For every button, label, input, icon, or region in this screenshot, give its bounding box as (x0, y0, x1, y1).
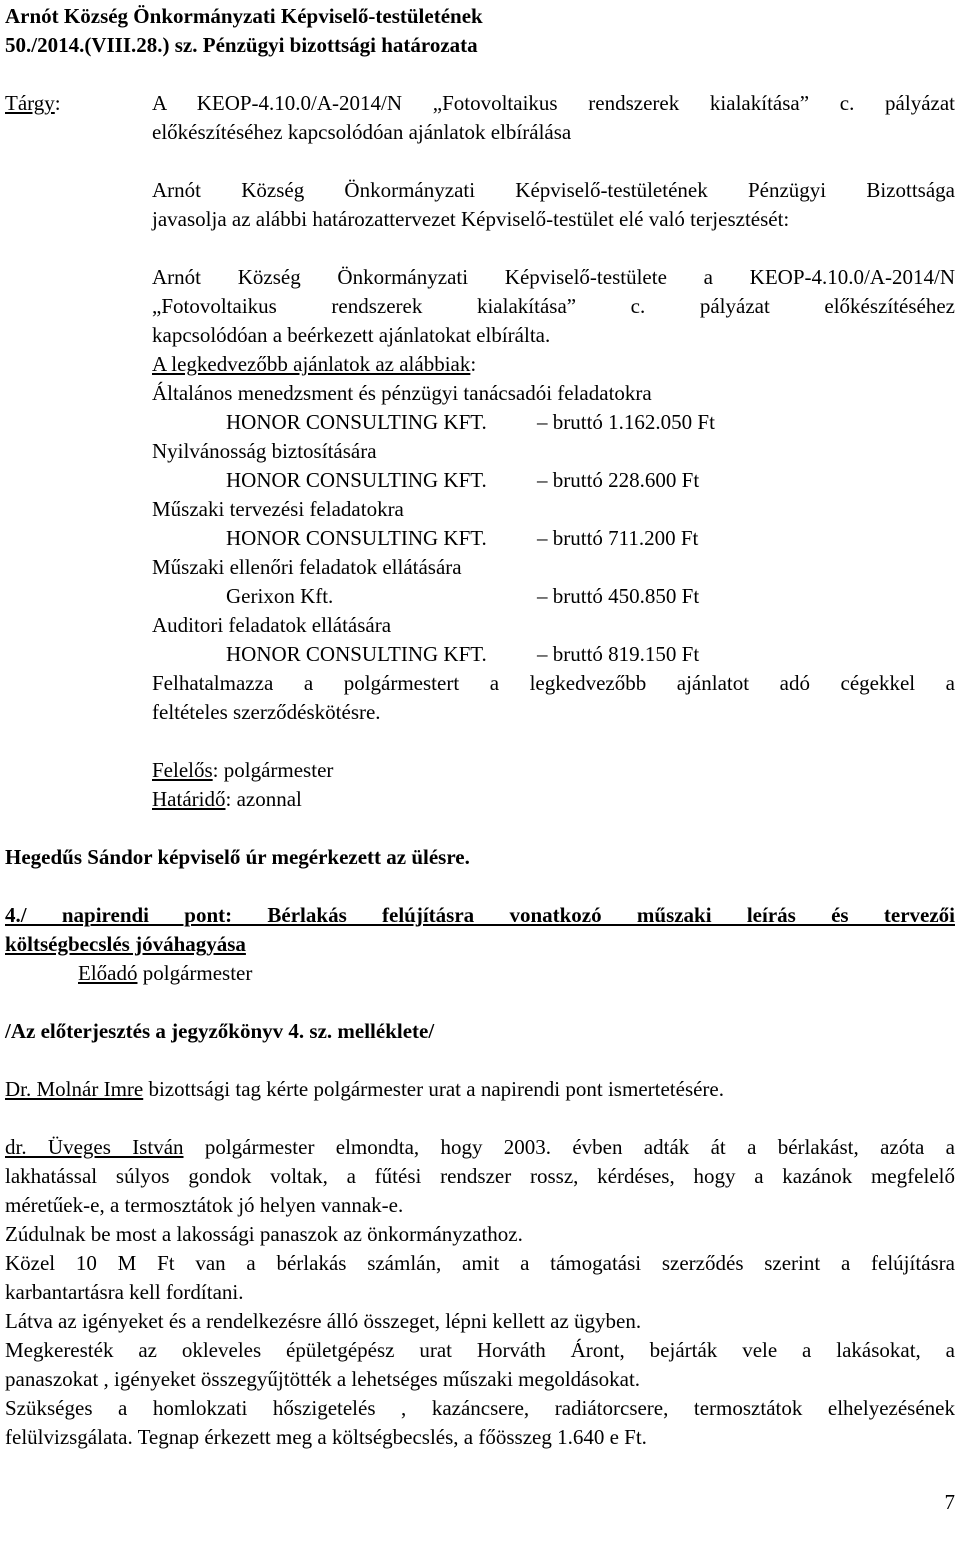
offer-task: Műszaki ellenőri feladatok ellátására (152, 555, 462, 579)
attachment-note: /Az előterjesztés a jegyzőkönyv 4. sz. melléklete/ (5, 1019, 435, 1043)
offers-heading: A legkedvezőbb ajánlatok az alábbiak (152, 352, 471, 376)
offer-company: HONOR CONSULTING KFT. (226, 410, 487, 434)
minutes-p2-line2: lakhatással súlyos gondok voltak, a fűtési rendszer rossz, kérdéses, hogy a kazánok megfelelő (5, 1164, 955, 1188)
presenter-label: Előadó (78, 961, 138, 985)
presenter-value: polgármester (137, 961, 253, 985)
agenda-title-line2: költségbecslés jóváhagyása (5, 932, 246, 956)
offer-company: HONOR CONSULTING KFT. (226, 642, 487, 666)
offer-task: Auditori feladatok ellátására (152, 613, 392, 637)
minutes-p5: Látva az igényeket és a rendelkezésre álló összeget, lépni kellett az ügyben. (5, 1309, 642, 1333)
header-title-line2: 50./2014.(VIII.28.) sz. Pénzügyi bizottsági határozata (5, 33, 478, 57)
offer-company: HONOR CONSULTING KFT. (226, 526, 487, 550)
offer-amount: – bruttó 711.200 Ft (537, 526, 699, 550)
responsible-value: : polgármester (212, 758, 334, 782)
minutes-p6-line1: Megkeresték az okleveles épületgépész urat Horváth Áront, bejárták vele a lakásokat, a (5, 1338, 955, 1362)
speaker-name: dr. Üveges István (5, 1135, 184, 1159)
minutes-p6-line2: panaszokat , igényeket összegyűjtötték a lehetséges műszaki megoldásokat. (5, 1367, 641, 1391)
responsible-label: Felelős (152, 758, 213, 782)
speaker-name: Dr. Molnár Imre (5, 1077, 144, 1101)
proposal-line2: javasolja az alábbi határozattervezet Képviselő-testület elé való terjesztését: (152, 207, 790, 231)
offer-task: Nyilvánosság biztosítására (152, 439, 377, 463)
offer-task: Műszaki tervezési feladatokra (152, 497, 404, 521)
offer-company: Gerixon Kft. (226, 584, 334, 608)
deadline-value: : azonnal (225, 787, 302, 811)
minutes-p2-line1 (5, 1133, 955, 1162)
resolution-line3: kapcsolódóan a beérkezett ajánlatokat elbírálta. (152, 323, 551, 347)
minutes-p2-line3: méretűek-e, a termosztátok jó helyen vannak-e. (5, 1193, 404, 1217)
page-number: 7 (944, 1490, 955, 1514)
subject-label-block (5, 89, 61, 118)
resolution-line2: „Fotovoltaikus rendszerek kialakítása” c. pályázat előkészítéséhez (152, 294, 955, 318)
offer-amount: – bruttó 450.850 Ft (537, 584, 700, 608)
authorize-line1: Felhatalmazza a polgármestert a legkedvezőbb ajánlatot adó cégekkel a (152, 671, 955, 695)
subject-label: Tárgy (5, 91, 55, 115)
presenter-line (78, 959, 252, 988)
offer-amount: – bruttó 228.600 Ft (537, 468, 700, 492)
arrival-note: Hegedűs Sándor képviselő úr megérkezett az ülésre. (5, 845, 470, 869)
deadline-label: Határidő (152, 787, 226, 811)
subject-line2: előkészítéséhez kapcsolódóan ajánlatok elbírálása (152, 120, 572, 144)
minutes-p3: Zúdulnak be most a lakossági panaszok az önkormányzathoz. (5, 1222, 523, 1246)
subject-label-colon: : (54, 91, 61, 115)
authorize-line2: feltételes szerződéskötésre. (152, 700, 381, 724)
minutes-p2-line1-rest: polgármester elmondta, hogy 2003. évben adták át a bérlakást, azóta a (183, 1135, 955, 1159)
minutes-p7-line1: Szükséges a homlokzati hőszigetelés , kazáncsere, radiátorcsere, termosztátok elhelyezésének (5, 1396, 955, 1420)
offer-amount: – bruttó 819.150 Ft (537, 642, 700, 666)
responsible-line (152, 756, 333, 785)
minutes-p1 (5, 1075, 724, 1104)
header-title-line1: Arnót Község Önkormányzati Képviselő-testületének (5, 4, 483, 28)
proposal-line1: Arnót Község Önkormányzati Képviselő-testületének Pénzügyi Bizottsága (152, 178, 955, 202)
offers-heading-colon: : (470, 352, 477, 376)
offers-heading-block (152, 350, 476, 379)
offer-amount: – bruttó 1.162.050 Ft (537, 410, 715, 434)
minutes-p4-line2: karbantartásra kell fordítani. (5, 1280, 244, 1304)
minutes-p1-text: bizottsági tag kérte polgármester urat a napirendi pont ismertetésére. (143, 1077, 724, 1101)
minutes-p7-line2: felülvizsgálata. Tegnap érkezett meg a költségbecslés, a főösszeg 1.640 e Ft. (5, 1425, 647, 1449)
deadline-line (152, 785, 302, 814)
resolution-line1: Arnót Község Önkormányzati Képviselő-testülete a KEOP-4.10.0/A-2014/N (152, 265, 955, 289)
subject-line1: A KEOP-4.10.0/A-2014/N „Fotovoltaikus rendszerek kialakítása” c. pályázat (152, 91, 955, 115)
minutes-p4-line1: Közel 10 M Ft van a bérlakás számlán, amit a támogatási szerződés szerint a felújításra (5, 1251, 955, 1275)
agenda-title-line1: 4./ napirendi pont: Bérlakás felújításra vonatkozó műszaki leírás és tervezői (5, 903, 955, 927)
offer-company: HONOR CONSULTING KFT. (226, 468, 487, 492)
offer-task: Általános menedzsment és pénzügyi tanácsadói feladatokra (152, 381, 652, 405)
